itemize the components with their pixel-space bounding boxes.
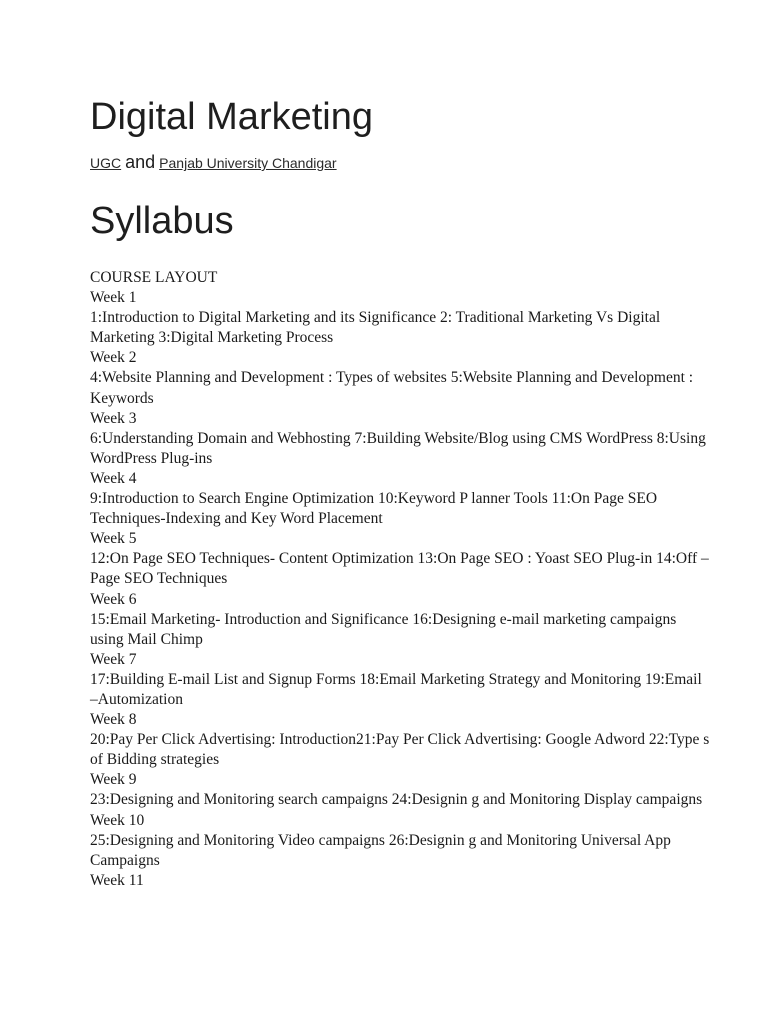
week-label: Week 9 [90,771,137,789]
course-layout-body [90,268,710,891]
credits-line [90,150,710,174]
credits-and-text: and [125,152,156,172]
week-topics: 25:Designing and Monitoring Video campaigns 26:Designin g and Monitoring Universal App Campaigns [90,831,671,869]
panjab-university-link[interactable]: Panjab University Chandigar [159,155,337,171]
week-label: Week 10 [90,811,145,829]
week-label: Week 3 [90,409,137,427]
week-topics: 1:Introduction to Digital Marketing and its Significance 2: Traditional Marketing Vs Digital Marketing 3:Digital Marketing Process [90,309,661,347]
week-topics: 12:On Page SEO Techniques- Content Optimization 13:On Page SEO : Yoast SEO Plug-in 14:Off –Page SEO Techniques [90,550,709,588]
week-topics: 15:Email Marketing- Introduction and Significance 16:Designing e-mail marketing campaigns using Mail Chimp [90,610,677,648]
week-label: Week 5 [90,530,137,548]
week-label: Week 1 [90,289,137,307]
course-layout-heading: COURSE LAYOUT [90,269,218,286]
week-label: Week 4 [90,469,137,487]
week-label: Week 8 [90,711,137,729]
week-label: Week 2 [90,349,137,367]
section-heading-syllabus: Syllabus [90,200,234,242]
week-topics: 17:Building E-mail List and Signup Forms 18:Email Marketing Strategy and Monitoring 19:Email –Automization [90,670,702,708]
document-page [90,90,710,891]
ugc-link[interactable]: UGC [90,155,122,171]
week-topics: 20:Pay Per Click Advertising: Introduction21:Pay Per Click Advertising: Google Adword 22:Type s of Bidding strategies [90,731,710,769]
week-topics: 4:Website Planning and Development : Types of websites 5:Website Planning and Development : Keywords [90,369,694,407]
week-topics: 9:Introduction to Search Engine Optimization 10:Keyword P lanner Tools 11:On Page SEO Techniques-Indexing and Key Word Placement [90,490,658,528]
week-label: Week 11 [90,871,144,889]
week-label: Week 6 [90,590,137,608]
week-topics: 6:Understanding Domain and Webhosting 7:Building Website/Blog using CMS WordPress 8:Using WordPress Plug-ins [90,429,706,467]
week-topics: 23:Designing and Monitoring search campaigns 24:Designin g and Monitoring Display campaigns [90,791,703,809]
week-label: Week 7 [90,650,137,668]
document-title: Digital Marketing [90,96,373,138]
